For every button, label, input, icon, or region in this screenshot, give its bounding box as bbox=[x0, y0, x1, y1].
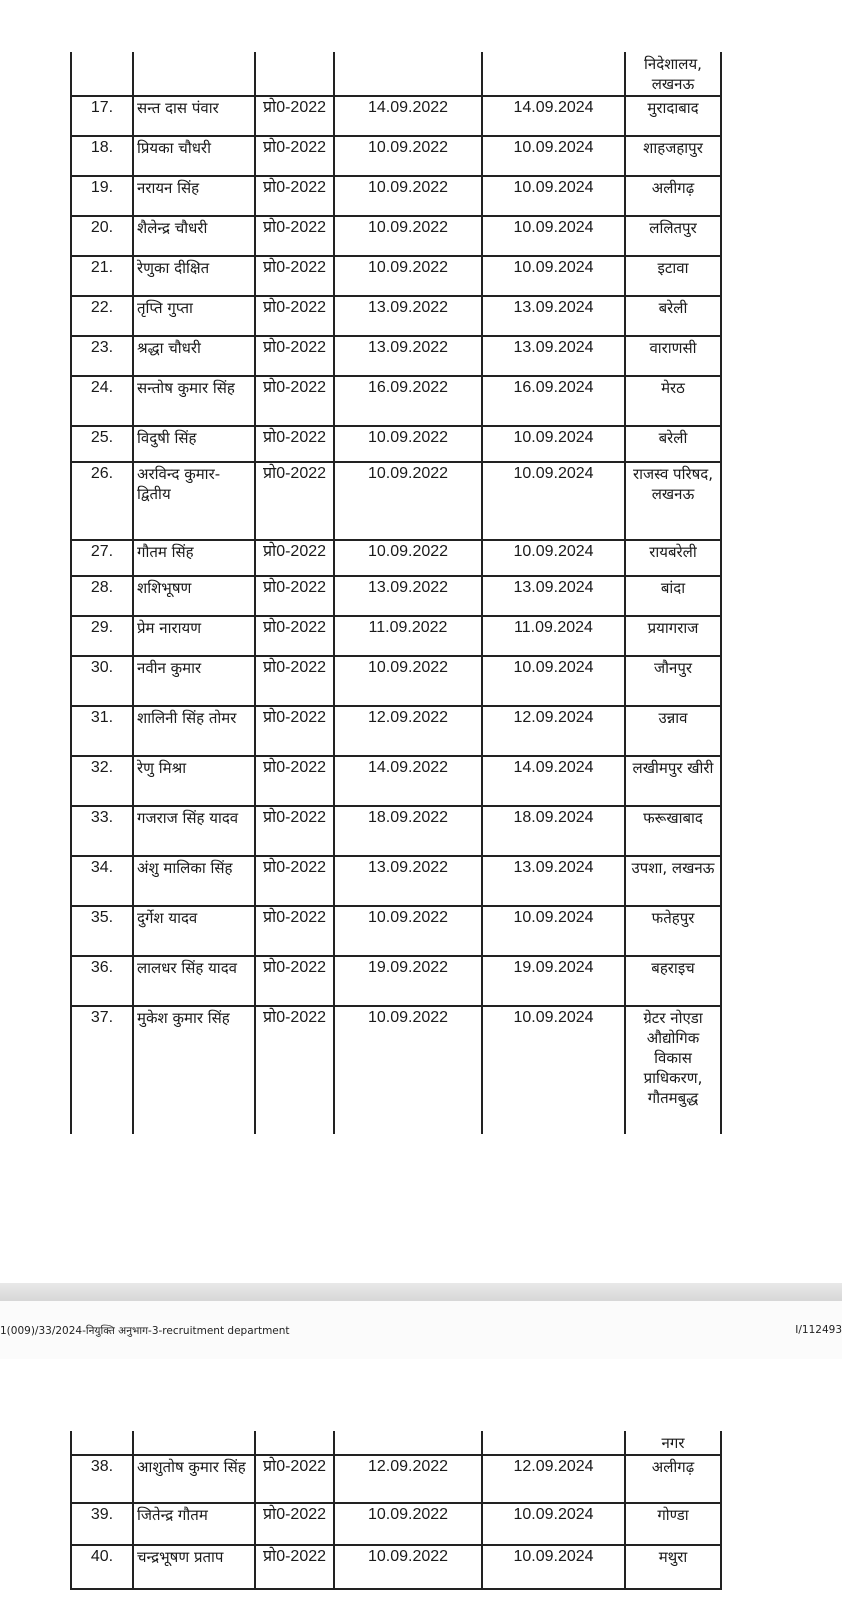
serial-number: 19. bbox=[71, 176, 133, 216]
batch-category: प्रो0-2022 bbox=[255, 426, 334, 462]
officer-name: शालिनी सिंह तोमर bbox=[133, 706, 255, 756]
joining-date: 10.09.2022 bbox=[334, 540, 482, 576]
batch-category: प्रो0-2022 bbox=[255, 576, 334, 616]
posting-place: इटावा bbox=[625, 256, 721, 296]
continuation-row bbox=[71, 1431, 721, 1455]
officer-name: जितेन्द्र गौतम bbox=[133, 1503, 255, 1545]
completion-date: 14.09.2024 bbox=[482, 96, 625, 136]
table-row bbox=[71, 706, 721, 756]
continuation-row bbox=[71, 52, 721, 96]
table-row bbox=[71, 756, 721, 806]
batch-category: प्रो0-2022 bbox=[255, 616, 334, 656]
table-row bbox=[71, 216, 721, 256]
serial-number: 40. bbox=[71, 1545, 133, 1589]
serial-number: 30. bbox=[71, 656, 133, 706]
joining-date: 13.09.2022 bbox=[334, 856, 482, 906]
batch-category: प्रो0-2022 bbox=[255, 336, 334, 376]
completion-date: 10.09.2024 bbox=[482, 136, 625, 176]
officer-name: चन्द्रभूषण प्रताप bbox=[133, 1545, 255, 1589]
serial-number: 38. bbox=[71, 1455, 133, 1503]
posting-place: अलीगढ़ bbox=[625, 1455, 721, 1503]
table-row bbox=[71, 256, 721, 296]
officer-name: मुकेश कुमार सिंह bbox=[133, 1006, 255, 1134]
serial-number: 31. bbox=[71, 706, 133, 756]
joining-date: 11.09.2022 bbox=[334, 616, 482, 656]
completion-date: 14.09.2024 bbox=[482, 756, 625, 806]
officer-name: सन्तोष कुमार सिंह bbox=[133, 376, 255, 426]
table-row bbox=[71, 856, 721, 906]
serial-number: 23. bbox=[71, 336, 133, 376]
batch-category: प्रो0-2022 bbox=[255, 176, 334, 216]
batch-category: प्रो0-2022 bbox=[255, 956, 334, 1006]
officer-name: श्रद्धा चौधरी bbox=[133, 336, 255, 376]
table-row bbox=[71, 956, 721, 1006]
batch-category: प्रो0-2022 bbox=[255, 96, 334, 136]
officer-name: शैलेन्द्र चौधरी bbox=[133, 216, 255, 256]
continuation-place: निदेशालय, लखनऊ bbox=[625, 52, 721, 96]
officer-name: रेणुका दीक्षित bbox=[133, 256, 255, 296]
posting-place: गोण्डा bbox=[625, 1503, 721, 1545]
completion-date: 12.09.2024 bbox=[482, 706, 625, 756]
empty-cell bbox=[71, 1431, 133, 1455]
completion-date: 10.09.2024 bbox=[482, 1006, 625, 1134]
empty-cell bbox=[482, 1431, 625, 1455]
posting-place: मेरठ bbox=[625, 376, 721, 426]
batch-category: प्रो0-2022 bbox=[255, 1545, 334, 1589]
table-row bbox=[71, 376, 721, 426]
posting-place: उन्नाव bbox=[625, 706, 721, 756]
joining-date: 10.09.2022 bbox=[334, 136, 482, 176]
posting-place: मुरादाबाद bbox=[625, 96, 721, 136]
posting-place: प्रयागराज bbox=[625, 616, 721, 656]
serial-number: 37. bbox=[71, 1006, 133, 1134]
completion-date: 10.09.2024 bbox=[482, 1503, 625, 1545]
joining-date: 13.09.2022 bbox=[334, 296, 482, 336]
posting-place: ग्रेटर नोएडा औद्योगिक विकास प्राधिकरण, गौतमबुद्ध bbox=[625, 1006, 721, 1134]
posting-place: राजस्व परिषद, लखनऊ bbox=[625, 462, 721, 540]
empty-cell bbox=[71, 52, 133, 96]
table-row bbox=[71, 462, 721, 540]
serial-number: 20. bbox=[71, 216, 133, 256]
serial-number: 26. bbox=[71, 462, 133, 540]
joining-date: 10.09.2022 bbox=[334, 1503, 482, 1545]
completion-date: 11.09.2024 bbox=[482, 616, 625, 656]
posting-place: अलीगढ़ bbox=[625, 176, 721, 216]
officer-name: गजराज सिंह यादव bbox=[133, 806, 255, 856]
posting-place: शाहजहापुर bbox=[625, 136, 721, 176]
joining-date: 19.09.2022 bbox=[334, 956, 482, 1006]
joining-date: 10.09.2022 bbox=[334, 256, 482, 296]
officer-name: रेणु मिश्रा bbox=[133, 756, 255, 806]
completion-date: 10.09.2024 bbox=[482, 906, 625, 956]
page-separator bbox=[0, 1283, 842, 1302]
table-row bbox=[71, 906, 721, 956]
table-row bbox=[71, 1006, 721, 1134]
batch-category: प्रो0-2022 bbox=[255, 656, 334, 706]
table-row bbox=[71, 540, 721, 576]
table-row bbox=[71, 136, 721, 176]
serial-number: 35. bbox=[71, 906, 133, 956]
officer-name: आशुतोष कुमार सिंह bbox=[133, 1455, 255, 1503]
completion-date: 16.09.2024 bbox=[482, 376, 625, 426]
serial-number: 17. bbox=[71, 96, 133, 136]
posting-place: ललितपुर bbox=[625, 216, 721, 256]
posting-place: रायबरेली bbox=[625, 540, 721, 576]
officer-name: अंशु मालिका सिंह bbox=[133, 856, 255, 906]
completion-date: 19.09.2024 bbox=[482, 956, 625, 1006]
joining-date: 10.09.2022 bbox=[334, 462, 482, 540]
completion-date: 13.09.2024 bbox=[482, 856, 625, 906]
completion-date: 10.09.2024 bbox=[482, 256, 625, 296]
posting-place: वाराणसी bbox=[625, 336, 721, 376]
posting-place: फरूखाबाद bbox=[625, 806, 721, 856]
document-page-2 bbox=[0, 1359, 842, 1600]
empty-cell bbox=[334, 1431, 482, 1455]
posting-place: बहराइच bbox=[625, 956, 721, 1006]
empty-cell bbox=[255, 52, 334, 96]
officers-table-page-2 bbox=[70, 1431, 722, 1590]
batch-category: प्रो0-2022 bbox=[255, 906, 334, 956]
table-row bbox=[71, 96, 721, 136]
serial-number: 32. bbox=[71, 756, 133, 806]
table-row bbox=[71, 1503, 721, 1545]
joining-date: 10.09.2022 bbox=[334, 426, 482, 462]
batch-category: प्रो0-2022 bbox=[255, 1006, 334, 1134]
completion-date: 10.09.2024 bbox=[482, 462, 625, 540]
batch-category: प्रो0-2022 bbox=[255, 1503, 334, 1545]
table-row bbox=[71, 1545, 721, 1589]
table-row bbox=[71, 296, 721, 336]
table-row bbox=[71, 1455, 721, 1503]
completion-date: 12.09.2024 bbox=[482, 1455, 625, 1503]
joining-date: 10.09.2022 bbox=[334, 1006, 482, 1134]
joining-date: 16.09.2022 bbox=[334, 376, 482, 426]
table-row bbox=[71, 806, 721, 856]
batch-category: प्रो0-2022 bbox=[255, 256, 334, 296]
batch-category: प्रो0-2022 bbox=[255, 540, 334, 576]
joining-date: 10.09.2022 bbox=[334, 656, 482, 706]
batch-category: प्रो0-2022 bbox=[255, 856, 334, 906]
footer-file-number: 1(009)/33/2024-नियुक्ति अनुभाग-3-recruitment department bbox=[0, 1325, 290, 1337]
joining-date: 10.09.2022 bbox=[334, 176, 482, 216]
officer-name: नवीन कुमार bbox=[133, 656, 255, 706]
table-row bbox=[71, 616, 721, 656]
completion-date: 10.09.2024 bbox=[482, 426, 625, 462]
serial-number: 39. bbox=[71, 1503, 133, 1545]
posting-place: बांदा bbox=[625, 576, 721, 616]
table-row bbox=[71, 176, 721, 216]
serial-number: 36. bbox=[71, 956, 133, 1006]
empty-cell bbox=[334, 52, 482, 96]
joining-date: 10.09.2022 bbox=[334, 1545, 482, 1589]
serial-number: 25. bbox=[71, 426, 133, 462]
batch-category: प्रो0-2022 bbox=[255, 296, 334, 336]
joining-date: 18.09.2022 bbox=[334, 806, 482, 856]
posting-place: लखीमपुर खीरी bbox=[625, 756, 721, 806]
joining-date: 14.09.2022 bbox=[334, 756, 482, 806]
completion-date: 10.09.2024 bbox=[482, 656, 625, 706]
posting-place: बरेली bbox=[625, 296, 721, 336]
posting-place: फतेहपुर bbox=[625, 906, 721, 956]
batch-category: प्रो0-2022 bbox=[255, 376, 334, 426]
empty-cell bbox=[255, 1431, 334, 1455]
officer-name: गौतम सिंह bbox=[133, 540, 255, 576]
serial-number: 34. bbox=[71, 856, 133, 906]
officer-name: विदुषी सिंह bbox=[133, 426, 255, 462]
joining-date: 10.09.2022 bbox=[334, 216, 482, 256]
table-row bbox=[71, 336, 721, 376]
officer-name: प्रियका चौधरी bbox=[133, 136, 255, 176]
completion-date: 18.09.2024 bbox=[482, 806, 625, 856]
serial-number: 28. bbox=[71, 576, 133, 616]
batch-category: प्रो0-2022 bbox=[255, 756, 334, 806]
completion-date: 13.09.2024 bbox=[482, 576, 625, 616]
joining-date: 12.09.2022 bbox=[334, 706, 482, 756]
batch-category: प्रो0-2022 bbox=[255, 136, 334, 176]
batch-category: प्रो0-2022 bbox=[255, 216, 334, 256]
serial-number: 29. bbox=[71, 616, 133, 656]
completion-date: 13.09.2024 bbox=[482, 336, 625, 376]
table-row bbox=[71, 426, 721, 462]
footer-receipt-number: I/112493 bbox=[795, 1324, 842, 1336]
serial-number: 33. bbox=[71, 806, 133, 856]
completion-date: 10.09.2024 bbox=[482, 216, 625, 256]
completion-date: 10.09.2024 bbox=[482, 176, 625, 216]
serial-number: 27. bbox=[71, 540, 133, 576]
joining-date: 13.09.2022 bbox=[334, 576, 482, 616]
officer-name: शशिभूषण bbox=[133, 576, 255, 616]
joining-date: 10.09.2022 bbox=[334, 906, 482, 956]
table-row bbox=[71, 656, 721, 706]
serial-number: 18. bbox=[71, 136, 133, 176]
posting-place: बरेली bbox=[625, 426, 721, 462]
continuation-place: नगर bbox=[625, 1431, 721, 1455]
officer-name: तृप्ति गुप्ता bbox=[133, 296, 255, 336]
serial-number: 22. bbox=[71, 296, 133, 336]
completion-date: 13.09.2024 bbox=[482, 296, 625, 336]
posting-place: मथुरा bbox=[625, 1545, 721, 1589]
serial-number: 24. bbox=[71, 376, 133, 426]
posting-place: उपशा, लखनऊ bbox=[625, 856, 721, 906]
page-footer bbox=[0, 1301, 842, 1359]
empty-cell bbox=[482, 52, 625, 96]
officers-table-page-1 bbox=[70, 52, 722, 1134]
officer-name: नरायन सिंह bbox=[133, 176, 255, 216]
batch-category: प्रो0-2022 bbox=[255, 462, 334, 540]
joining-date: 13.09.2022 bbox=[334, 336, 482, 376]
batch-category: प्रो0-2022 bbox=[255, 1455, 334, 1503]
empty-cell bbox=[133, 52, 255, 96]
joining-date: 12.09.2022 bbox=[334, 1455, 482, 1503]
completion-date: 10.09.2024 bbox=[482, 540, 625, 576]
officer-name: प्रेम नारायण bbox=[133, 616, 255, 656]
officer-name: सन्त दास पंवार bbox=[133, 96, 255, 136]
table-row bbox=[71, 576, 721, 616]
officer-name: लालधर सिंह यादव bbox=[133, 956, 255, 1006]
completion-date: 10.09.2024 bbox=[482, 1545, 625, 1589]
joining-date: 14.09.2022 bbox=[334, 96, 482, 136]
posting-place: जौनपुर bbox=[625, 656, 721, 706]
serial-number: 21. bbox=[71, 256, 133, 296]
officer-name: दुर्गेश यादव bbox=[133, 906, 255, 956]
batch-category: प्रो0-2022 bbox=[255, 806, 334, 856]
officer-name: अरविन्द कुमार-द्वितीय bbox=[133, 462, 255, 540]
batch-category: प्रो0-2022 bbox=[255, 706, 334, 756]
empty-cell bbox=[133, 1431, 255, 1455]
